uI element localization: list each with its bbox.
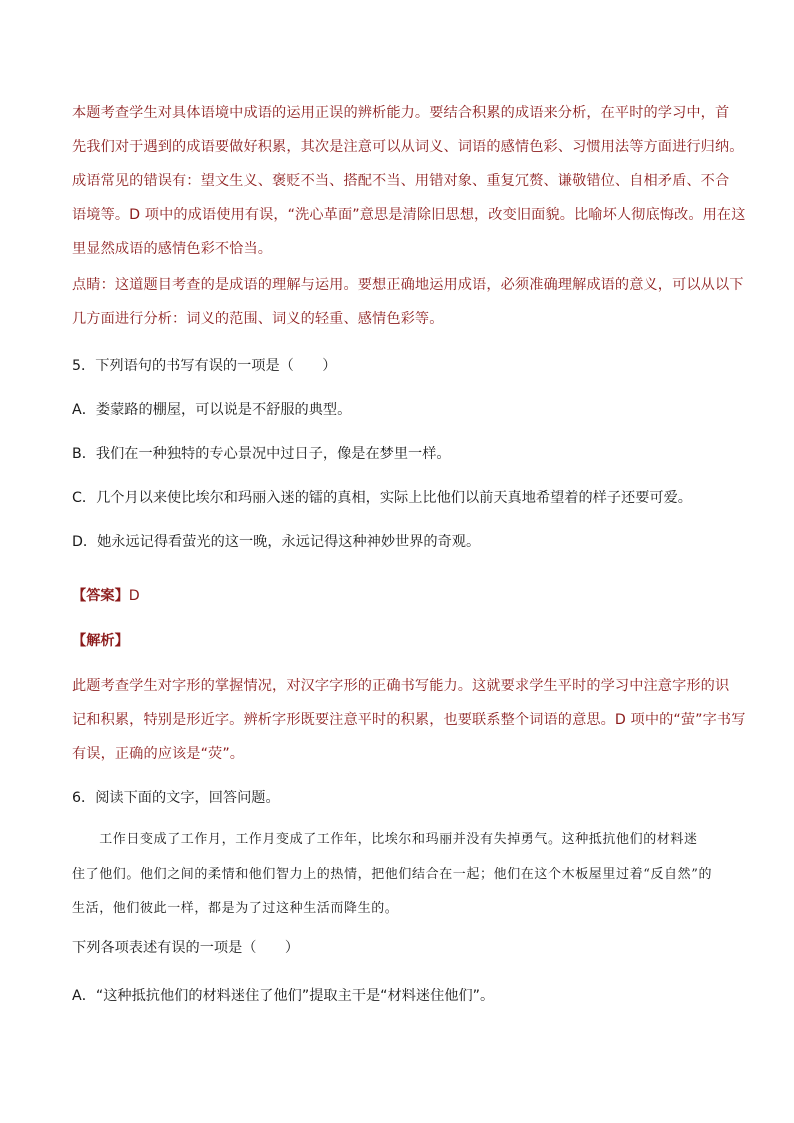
analysis-line: 里显然成语的感情色彩不恰当。: [72, 241, 273, 257]
question-5-stem: 5．下列语句的书写有误的一项是（ ）: [72, 358, 337, 374]
question-6-stem: 6．阅读下面的文字，回答问题。: [72, 790, 280, 806]
question-5-options: [72, 393, 732, 559]
analysis-line: 有误，正确的应该是“荧”。: [72, 746, 245, 762]
tip-line: 点睛：这道题目考查的是成语的理解与运用。要想正确地运用成语，必须准确理解成语的意义，可以从以下: [72, 277, 744, 293]
answer-label: 【答案】: [72, 588, 129, 604]
option-b: B．我们在一种独特的专心景况中过日子，像是在梦里一样。: [72, 446, 451, 462]
analysis-line: 此题考查学生对字形的掌握情况，对汉字字形的正确书写能力。这就要求学生平时的学习中注意字形的识: [72, 678, 730, 694]
passage-line: 工作日变成了工作月，工作月变成了工作年，比埃尔和玛丽并没有失掉勇气。这种抵抗他们的材料迷: [72, 832, 698, 847]
option-a: A．娄蒙路的棚屋，可以说是不舒服的典型。: [72, 402, 352, 418]
question-6-sub-stem: 下列各项表述有误的一项是（ ）: [72, 940, 300, 956]
analysis-line: 成语常见的错误有：望文生义、褒贬不当、搭配不当、用错对象、重复冗赘、谦敬错位、自相矛盾、不合: [72, 173, 730, 189]
previous-analysis: [72, 96, 746, 266]
analysis-line: 记和积累，特别是形近字。辨析字形既要注意平时的积累，也要联系整个词语的意思。D 项中的“萤”字书写: [72, 712, 746, 728]
passage-line: 生活，他们彼此一样，都是为了过这种生活而降生的。: [72, 901, 399, 916]
tip-paragraph: [72, 268, 744, 336]
analysis-header: 【解析】: [72, 633, 129, 649]
reading-passage: [72, 823, 732, 927]
tip-line: 几方面进行分析：词义的范围、词义的轻重、感情色彩等。: [72, 311, 444, 327]
analysis-line: 语境等。D 项中的成语使用有误，“洗心革面”意思是清除旧思想，改变旧面貌。比喻坏人彻底悔改。用在这: [72, 207, 746, 223]
analysis-line: 先我们对于遇到的成语要做好积累，其次是注意可以从词义、词语的感情色彩、习惯用法等方面进行归纳。: [72, 139, 744, 155]
option-c: C．几个月以来使比埃尔和玛丽入迷的镭的真相，实际上比他们以前天真地希望着的样子还要可爱。: [72, 490, 692, 506]
answer-row: [72, 579, 732, 613]
question-6-option-a: A．“这种抵抗他们的材料迷住了他们”提取主干是“材料迷住他们”。: [72, 988, 495, 1004]
analysis-line: 本题考查学生对具体语境中成语的运用正误的辨析能力。要结合积累的成语来分析，在平时的学习中，首: [72, 105, 730, 121]
answer-value: D: [128, 588, 140, 604]
question-5-analysis: [72, 669, 746, 771]
passage-line: 住了他们。他们之间的柔情和他们智力上的热情，把他们结合在一起；他们在这个木板屋里过着“反自然”的: [72, 866, 713, 882]
option-d: D．她永远记得看萤光的这一晚，永远记得这种神妙世界的奇观。: [72, 534, 481, 550]
